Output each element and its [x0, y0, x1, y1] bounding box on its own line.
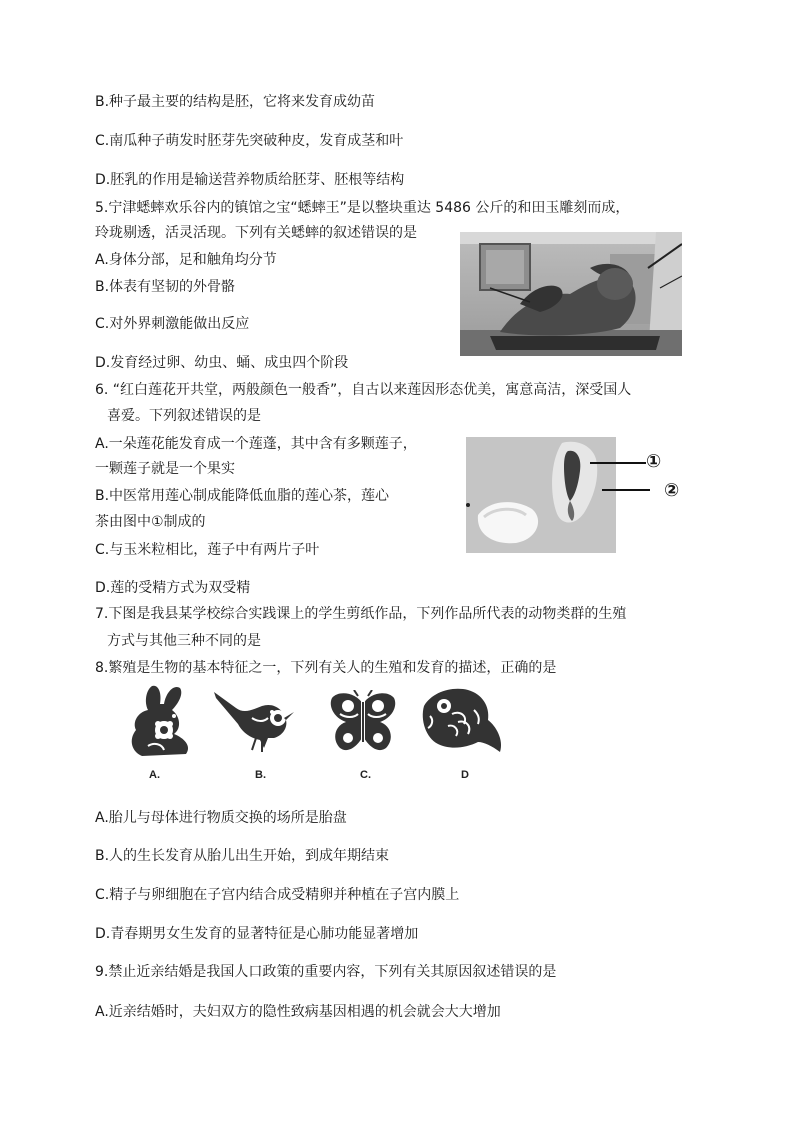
paper-cut-label-c: C.	[360, 769, 371, 781]
q7-stem-line2: 方式与其他三种不同的是	[107, 633, 261, 649]
fish-papercut-icon	[418, 686, 504, 758]
q8-option-b: B.人的生长发育从胎儿出生开始，到成年期结束	[95, 848, 390, 864]
q6-option-a-line1: A.一朵莲花能发育成一个莲蓬，其中含有多颗莲子，	[95, 436, 417, 452]
paper-cut-label-d: D	[461, 769, 469, 781]
q5-option-a: A.身体分部，足和触角均分节	[95, 252, 277, 268]
q4-option-c: C.南瓜种子萌发时胚芽先突破种皮，发育成茎和叶	[95, 133, 404, 149]
rabbit-papercut-icon	[122, 682, 202, 760]
paper-cut-label-b: B.	[255, 769, 266, 781]
paper-cut-label-a: A.	[149, 769, 160, 781]
q6-stem-line1: 6. “红白莲花开共堂，两般颜色一般香”，自古以来莲因形态优美，寓意高洁，深受国人	[95, 382, 632, 398]
q7-stem-line1: 7.下图是我县某学校综合实践课上的学生剪纸作品，下列作品所代表的动物类群的生殖	[95, 606, 627, 622]
cricket-statue-photo	[460, 232, 682, 356]
q5-option-c: C.对外界刺激能做出反应	[95, 316, 250, 332]
q5-option-b: B.体表有坚韧的外骨骼	[95, 279, 236, 295]
q4-option-b: B.种子最主要的结构是胚，它将来发育成幼苗	[95, 94, 376, 110]
q8-option-c: C.精子与卵细胞在子宫内结合成受精卵并种植在子宫内膜上	[95, 887, 460, 903]
q6-option-c: C.与玉米粒相比，莲子中有两片子叶	[95, 542, 320, 558]
q8-option-a: A.胎儿与母体进行物质交换的场所是胎盘	[95, 810, 347, 826]
q9-stem: 9.禁止近亲结婚是我国人口政策的重要内容，下列有关其原因叙述错误的是	[95, 964, 557, 980]
lotus-label-one: ①	[646, 451, 662, 472]
bird-papercut-icon	[212, 688, 298, 754]
q5-option-d: D.发育经过卵、幼虫、蛹、成虫四个阶段	[95, 355, 349, 371]
q8-option-d: D.青春期男女生发育的显著特征是心肺功能显著增加	[95, 926, 419, 942]
q6-stem-line2: 喜爱。下列叙述错误的是	[107, 408, 261, 424]
lotus-label-two: ②	[664, 480, 680, 501]
q6-option-b-line1: B.中医常用莲心制成能降低血脂的莲心茶，莲心	[95, 488, 390, 504]
q6-option-b-line2: 茶由图中①制成的	[95, 514, 206, 530]
q6-option-a-line2: 一颗莲子就是一个果实	[95, 461, 235, 477]
butterfly-papercut-icon	[328, 690, 398, 756]
q9-option-a: A.近亲结婚时，夫妇双方的隐性致病基因相遇的机会就会大大增加	[95, 1004, 501, 1020]
q4-option-d: D.胚乳的作用是输送营养物质给胚芽、胚根等结构	[95, 172, 405, 188]
q6-option-d: D.莲的受精方式为双受精	[95, 580, 251, 596]
q8-stem: 8.繁殖是生物的基本特征之一，下列有关人的生殖和发育的描述，正确的是	[95, 660, 557, 676]
q5-stem-line1: 5.宁津蟋蟀欢乐谷内的镇馆之宝“蟋蟀王”是以整块重达 5486 公斤的和田玉雕刻而成，	[95, 200, 630, 216]
q5-stem-line2: 玲珑剔透，活灵活现。下列有关蟋蟀的叙述错误的是	[95, 225, 417, 241]
lotus-pointer-lines	[590, 454, 650, 498]
